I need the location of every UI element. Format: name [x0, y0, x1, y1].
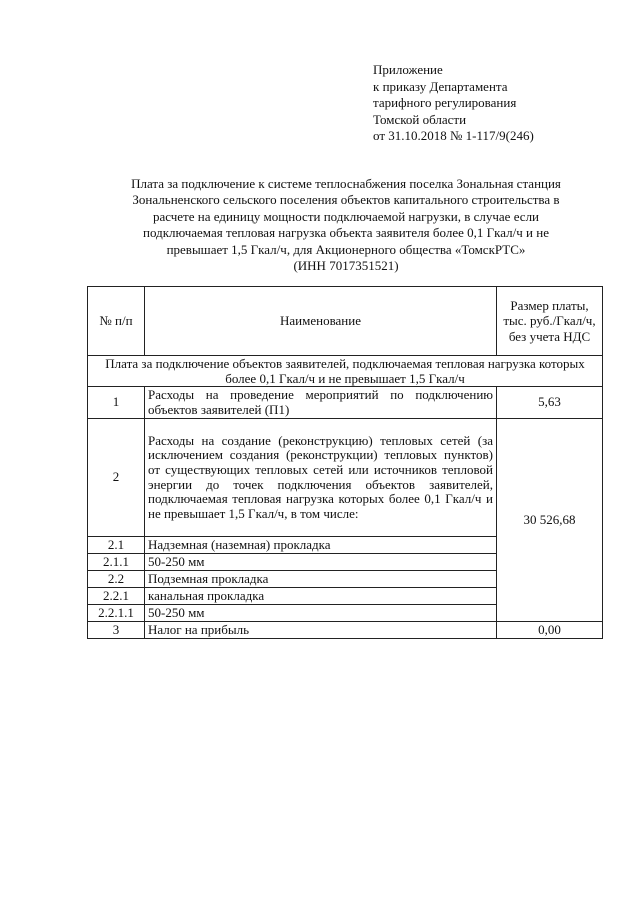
table-row	[88, 419, 603, 537]
table-header-row	[88, 287, 603, 356]
title-line: Плата за подключение к системе теплоснабжения поселка Зональная станция	[131, 176, 561, 191]
appendix-line: от 31.10.2018 № 1-117/9(246)	[373, 128, 534, 144]
header-value: Размер платы, тыс. руб./Гкал/ч, без учета НДС	[497, 287, 603, 356]
row-name: 50-250 мм	[145, 605, 497, 622]
document-title	[96, 176, 596, 274]
row-num: 2.1	[88, 537, 145, 554]
appendix-line: тарифного регулирования	[373, 95, 517, 111]
title-line: Зональненского сельского поселения объектов капитального строительства в	[132, 192, 560, 208]
title-line: расчете на единицу мощности подключаемой нагрузки, в случае если	[152, 208, 540, 224]
table-group-row	[88, 356, 603, 387]
row-name: Надземная (наземная) прокладка	[145, 537, 497, 554]
row-value: 30 526,68	[497, 419, 603, 622]
row-num: 2.2	[88, 571, 145, 588]
header-name: Наименование	[145, 287, 497, 356]
row-name: канальная прокладка	[145, 588, 497, 605]
table-row	[88, 387, 603, 419]
row-value: 0,00	[497, 622, 603, 639]
row-num: 2.2.1.1	[88, 605, 145, 622]
row-num: 2.2.1	[88, 588, 145, 605]
row-num: 3	[88, 622, 145, 639]
appendix-line: Томской области	[373, 111, 467, 127]
appendix-line: к приказу Департамента	[373, 78, 508, 94]
row-name: Подземная прокладка	[145, 571, 497, 588]
row-value: 5,63	[497, 387, 603, 419]
appendix-line: Приложение	[373, 62, 443, 77]
title-line: (ИНН 7017351521)	[293, 258, 399, 274]
row-num: 2.1.1	[88, 554, 145, 571]
row-name: Налог на прибыль	[145, 622, 497, 639]
row-name: 50-250 мм	[145, 554, 497, 571]
table-row	[88, 622, 603, 639]
group-title: Плата за подключение объектов заявителей, подключаемая тепловая нагрузка которых более 0,1 Гкал/ч и не превышает 1,5 Гкал/ч	[88, 356, 603, 387]
row-num: 2	[88, 419, 145, 537]
title-line: подключаемая тепловая нагрузка объекта заявителя более 0,1 Гкал/ч и не	[143, 225, 549, 241]
fee-table	[87, 286, 603, 639]
row-name: Расходы на проведение мероприятий по подключению объектов заявителей (П1)	[145, 387, 497, 419]
title-line: превышает 1,5 Гкал/ч, для Акционерного общества «ТомскРТС»	[166, 241, 526, 257]
row-num: 1	[88, 387, 145, 419]
header-num: № п/п	[88, 287, 145, 356]
appendix-block	[373, 62, 534, 145]
row-name: Расходы на создание (реконструкцию) тепловых сетей (за исключением создания (реконструкции) тепловых пунктов) от существующих тепловых сетей или источников тепловой энергии до точек подключения объектов заявителей, подключаемая тепловая нагрузка которых более 0,1 Гкал/ч и не превышает 1,5 Гкал/ч, в том числе:	[145, 419, 497, 537]
